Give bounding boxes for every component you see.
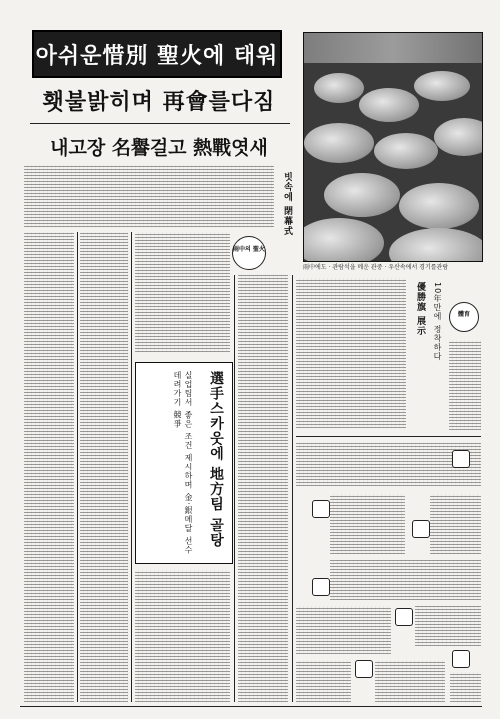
results-table-7 bbox=[296, 660, 351, 702]
stand-roof bbox=[304, 33, 482, 63]
body-text-right-top bbox=[296, 278, 406, 428]
column-rule bbox=[292, 275, 293, 702]
event-stamp bbox=[412, 520, 430, 538]
headline-main: 아쉬운惜別 聖火에 태워 bbox=[35, 43, 279, 69]
side-heading: 빗속에 閉幕式 bbox=[282, 172, 292, 237]
event-stamp bbox=[355, 660, 373, 678]
column-rule bbox=[77, 232, 78, 702]
section-rule bbox=[296, 436, 481, 437]
column-rule bbox=[131, 232, 132, 702]
umbrella bbox=[389, 228, 483, 262]
stadium-photo bbox=[303, 32, 483, 262]
results-table-8 bbox=[375, 660, 445, 702]
results-table-2 bbox=[330, 494, 405, 554]
emblem-badge: 體育 bbox=[449, 302, 479, 332]
rain-event-badge: 雨中의 聖火 bbox=[232, 236, 266, 270]
right-col-heading: 優勝旗 展示 bbox=[415, 282, 425, 337]
results-table-3 bbox=[430, 494, 481, 554]
headline-third: 내고장 名譽걸고 熱戰엿새 bbox=[50, 137, 268, 159]
feature-subtitle: 실업팀서 좋은 조건 제시하며 金·銀메달 선수 데려가기 競爭 bbox=[173, 371, 193, 555]
feature-title: 選手스카웃에 地方팀 골탕 bbox=[208, 371, 224, 548]
photo-caption: 雨中에도 · 관람석을 메운 관중 · 우산속에서 경기를관람 bbox=[303, 264, 449, 271]
umbrella bbox=[374, 133, 438, 169]
event-stamp bbox=[395, 608, 413, 626]
umbrella bbox=[434, 118, 483, 156]
column-rule bbox=[234, 275, 235, 702]
umbrella bbox=[314, 73, 364, 103]
page-bottom-rule bbox=[20, 706, 482, 707]
body-text-top bbox=[24, 165, 274, 227]
results-table-9 bbox=[450, 672, 481, 702]
body-text-left-col bbox=[24, 232, 74, 702]
event-stamp bbox=[452, 650, 470, 668]
headline-second: 횃불밝히며 再會를다짐 bbox=[42, 90, 276, 115]
body-text-col-4 bbox=[238, 275, 288, 702]
headline-divider bbox=[30, 123, 290, 124]
umbrella bbox=[304, 123, 374, 163]
feature-box bbox=[135, 362, 233, 564]
body-text-col-2 bbox=[80, 232, 128, 702]
body-text-col-3-bottom bbox=[135, 570, 230, 702]
results-table-6 bbox=[415, 606, 481, 646]
umbrella bbox=[303, 218, 384, 262]
body-text-right-narrow bbox=[449, 340, 481, 430]
headline-banner bbox=[32, 30, 282, 78]
umbrella bbox=[324, 173, 400, 217]
umbrella bbox=[399, 183, 479, 229]
right-col-sub: 10年만에 정착하다 bbox=[433, 282, 442, 361]
event-stamp bbox=[312, 578, 330, 596]
results-table-4 bbox=[330, 560, 481, 600]
event-stamp bbox=[312, 500, 330, 518]
umbrella bbox=[359, 88, 419, 122]
results-table-5 bbox=[296, 606, 391, 654]
umbrella bbox=[414, 71, 470, 101]
event-stamp bbox=[452, 450, 470, 468]
body-text-col-3 bbox=[135, 232, 230, 352]
